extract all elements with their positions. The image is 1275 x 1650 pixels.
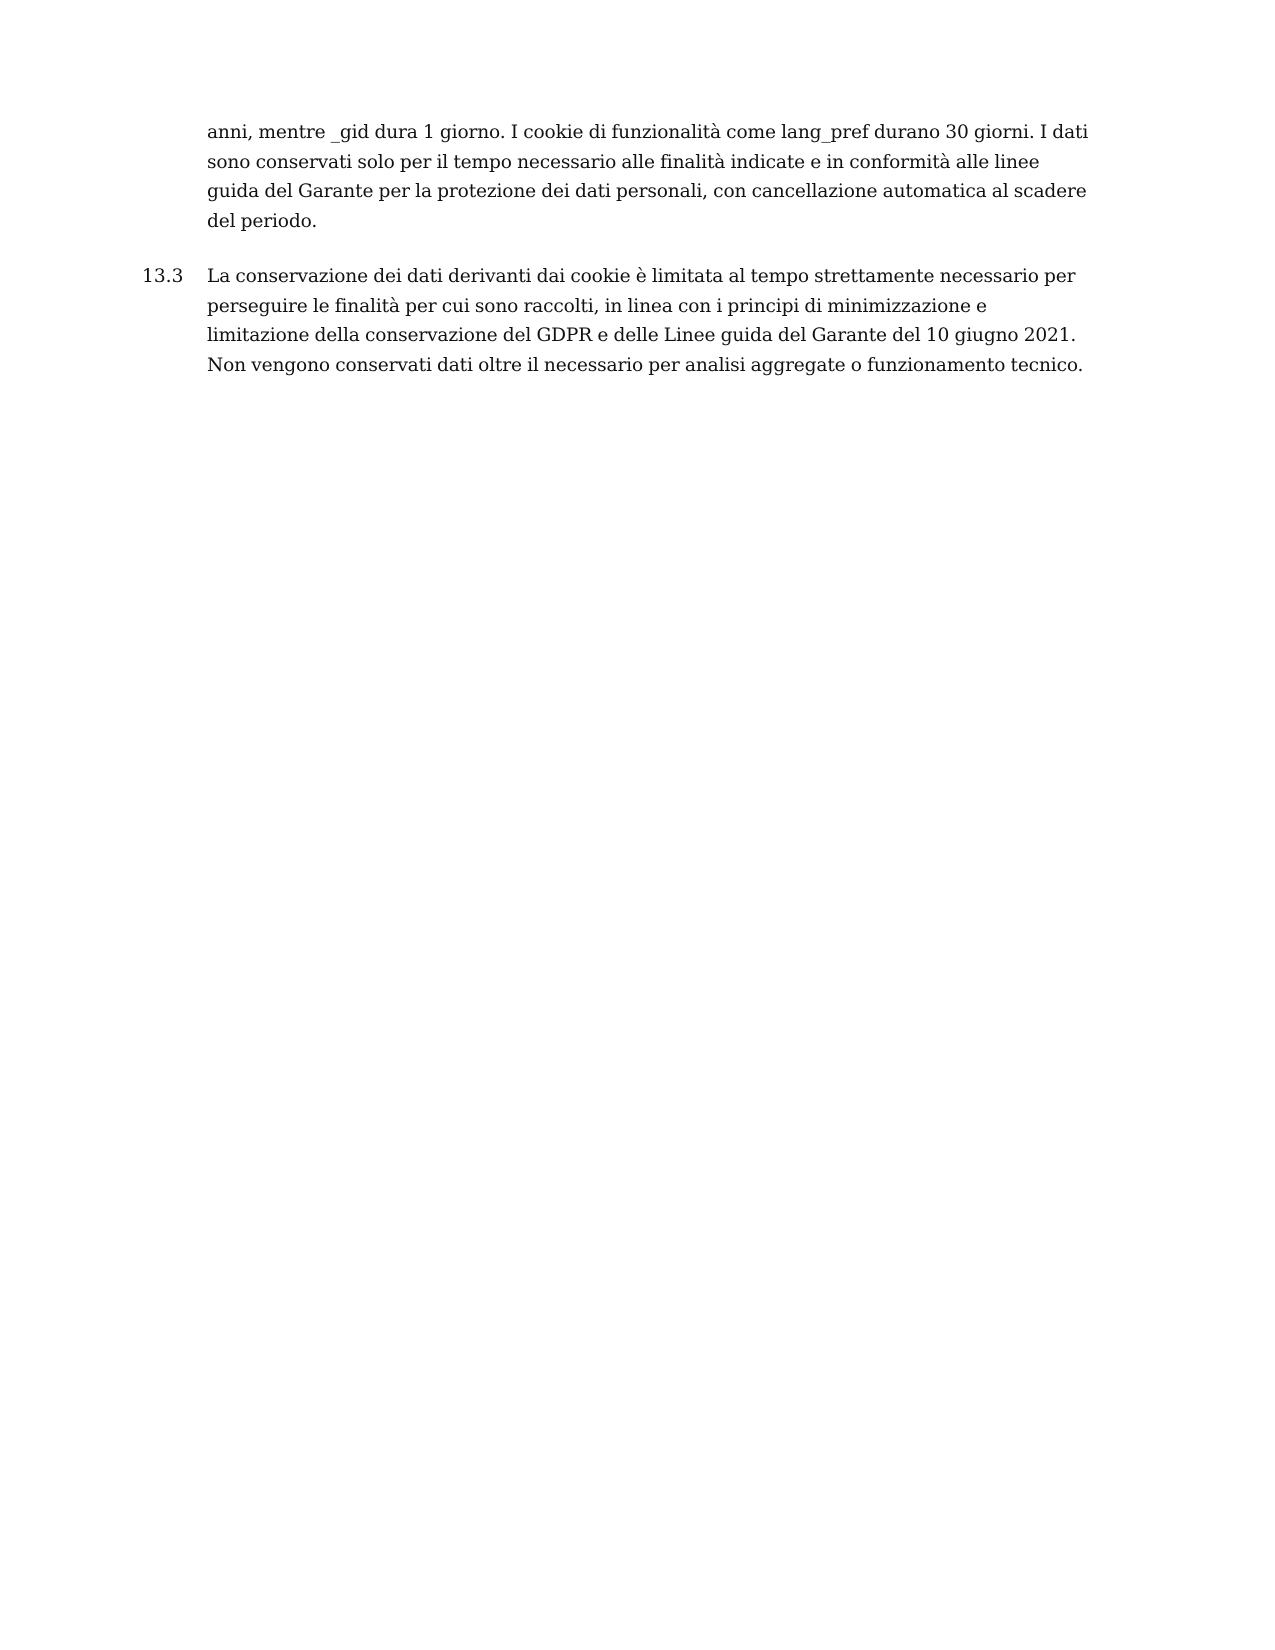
- text-line: Non vengono conservati dati oltre il necessario per analisi aggregate o funzionamento tecnico.: [207, 354, 1084, 376]
- text-line: anni, mentre _gid dura 1 giorno. I cookie di funzionalità come lang_pref durano 30 giorni. I dati: [207, 122, 1089, 143]
- paragraph-13-3: [207, 262, 1132, 380]
- section-number: 13.3: [142, 266, 184, 287]
- text-line: del periodo.: [207, 210, 318, 232]
- text-line: sono conservati solo per il tempo necessario alle finalità indicate e in conformità alle linee: [207, 151, 1040, 173]
- text-line: perseguire le finalità per cui sono raccolti, in linea con i principi di minimizzazione e: [207, 295, 987, 317]
- paragraph-continuation: [207, 118, 1132, 236]
- text-line: limitazione della conservazione del GDPR e delle Linee guida del Garante del 10 giugno 2021.: [207, 325, 1077, 346]
- text-line: guida del Garante per la protezione dei dati personali, con cancellazione automatica al scadere: [207, 181, 1087, 202]
- text-line: La conservazione dei dati derivanti dai cookie è limitata al tempo strettamente necessario per: [207, 266, 1076, 287]
